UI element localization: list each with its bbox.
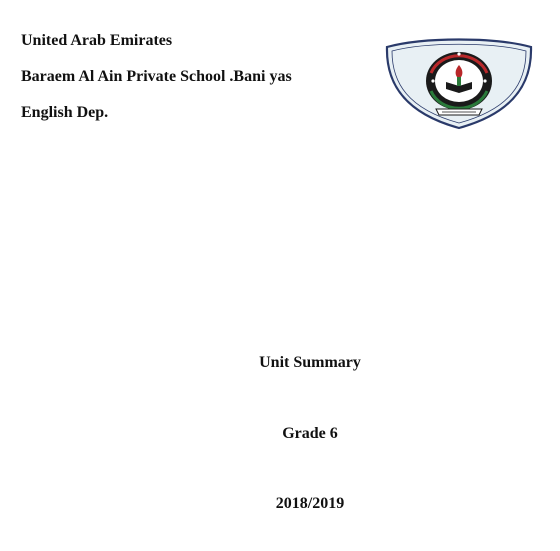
academic-year: 2018/2019 [275,495,345,512]
grade-label: Grade 6 [282,425,338,442]
school-crest-icon [384,33,534,131]
country-heading: United Arab Emirates [21,32,173,49]
school-name-heading: Baraem Al Ain Private School .Bani yas [21,68,292,85]
department-heading: English Dep. [21,104,109,121]
unit-summary-title: Unit Summary [259,354,361,371]
